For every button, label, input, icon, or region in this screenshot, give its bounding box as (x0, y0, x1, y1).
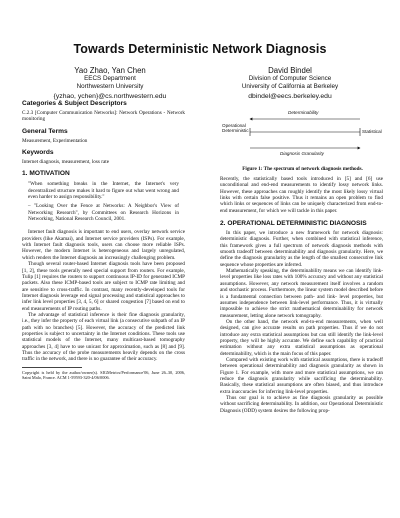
body-paragraph: On the other hand, the network end-to-end measurements, when well designed, can give accurate results on path properties. Thus if we do not introduce any extra statistical assumptions but can still identify the link-level property, they will be highly accurate. We define such capability of practical estimation without any extra statistical assumptions as operational determinability, which is the main focus of this paper. (220, 318, 383, 357)
epigraph-quote: "When something breaks in the Internet, the Internet's very decentralized structure makes it hard to figure out what went wrong and even harder to assign responsibility." (28, 181, 179, 201)
categories-text: C.2.3 [Computer Communication Networks]: Network Operations - Network monitoring (22, 110, 185, 123)
right-column (220, 176, 383, 414)
body-paragraph: Compared with existing work with statistical assumptions, there is tradeoff between operational determinability and diagnosis granularity as shown in Figure 1. For example, with more and more statistical assumptions, we can reduce the diagnosis granularity while sacrificing the determinability. Basically, these statistical assumptions are often biased, and thus introduce extra inaccuracies for inferring link-level properties. (220, 356, 383, 395)
footnote-rule (22, 367, 82, 368)
terms-text: Measurement, Experimentation (22, 137, 88, 144)
author-dept: EECS Department (84, 75, 136, 82)
author-block-2 (210, 66, 370, 101)
terms-heading: General Terms (22, 127, 68, 135)
deterministic-label: Deterministic (222, 128, 249, 133)
figure-caption: Figure 1: The spectrum of network diagnosis methods. (242, 166, 363, 172)
section-heading-motivation: 1. MOTIVATION (22, 170, 70, 178)
granularity-label: Diagnosis Granularity (280, 151, 324, 156)
operational-label: Operational (222, 123, 246, 128)
body-paragraph: Mathematically speaking, the determinability means we can identify link-level properties like loss rates with 100% accuracy and without any statistical assumptions. However, any network measurement itself involves a random and stochastic process. Furthermore, the linear system model described before is a fundamental connection between path- and link- level properties, but assumes independence between link-level performance. Thus, it is virtually impossible to achieve the strict mathematical determinability for network measurement, letting alone network tomography. (220, 268, 383, 319)
determinability-label: Determinability (288, 110, 319, 115)
epigraph-attribution: – "Looking Over the Fence at Networks: A Neighbor's View of Networking Research", by Committees on Research Horizons in Networking, National Research Council, 2001. (28, 203, 179, 223)
author-name: David Bindel (268, 66, 312, 75)
author-affiliation: University of California at Berkeley (241, 83, 339, 90)
categories-heading: Categories & Subject Descriptors (22, 100, 127, 107)
body-paragraph: In this paper, we introduce a new framework for network diagnosis: deterministic diagnosis. Further, when combined with statistical inference, this framework gives a full spectrum of network diagnosis methods with smooth tradeoff between determinability and diagnosis granularity. Here, we define the diagnosis granularity as the length of the smallest consecutive link sequence whose properties are inferred. (220, 230, 383, 268)
left-column (22, 100, 185, 380)
figure-1 (220, 108, 385, 160)
body-paragraph: Though several router-based Internet diagnosis tools have been proposed [1, 2], these tools generally need special support from routers. For example, Tulip [1] requires the routers to support continuous IP-ID for generated ICMP packets. Also these ICMP-based tools are subject to ICMP rate limiting and are sensitive to cross-traffic. In contrast, many recently-developed tools for Internet diagnosis leverage end signal processing and statistical approaches to infer link level properties [3, 4, 5, 6] or shared congestion [7] based on end to end measurements of IP routing paths. (22, 261, 185, 312)
keywords-text: Internet diagnosis, measurement, loss rate (22, 159, 110, 166)
body-paragraph: Recently, the statistically based tools introduced in [5] and [6] use unconditional and end-end measurements to identify lossy network links. However, these approaches can roughly identify the most likely lossy virtual links with certain false positive. Thus it remains an open problem to find which links or sequences of links can be uniquely characterized from end-to-end measurement, for which we will tackle in this paper. (220, 176, 383, 214)
body-paragraph: Internet fault diagnosis is important to end users, overlay network service providers (like Akamai), and Internet service providers (ISPs). For example, with Internet fault diagnosis tools, users can choose more reliable ISPs. However, the modern Internet is heterogeneous and largely unregulated, which renders the Internet diagnosis an increasingly challenging problem. (22, 229, 185, 261)
author-email: {yzhao, ychen}@cs.northwestern.edu (53, 93, 167, 100)
author-dept: Division of Computer Science (248, 75, 332, 82)
author-block-1 (40, 66, 180, 101)
copyright-footnote: Copyright is held by the author/owner(s). SIGMetrics/Performance'06, June 26–30, 2006, Saint Malo, France. ACM 1-59593-320-4/06/0006. (22, 369, 185, 380)
body-paragraph: The advantage of statistical inference is their fine diagnosis granularity, i.e., they infer the property of each virtual link (a consecutive subpath of an IP path with no branches) [5]. However, the accuracy of the predicted link properties is subject to uncertainty in the Internet conditions. These tools use statistical models of the Internet, many multicast-based tomography approaches [3, 4] have to use unicast for approximation, such as [8] and [9]. Thus the accuracy of the probe measurements heavily depends on the cross traffic in the network, and there is no guarantee of their accuracy. (22, 311, 185, 363)
paper-title: Towards Deterministic Network Diagnosis (73, 42, 327, 56)
author-email: dbindel@eecs.berkeley.edu (248, 93, 332, 100)
statistical-label: Statistical (362, 129, 382, 134)
section-heading-operational: 2. OPERATIONAL DETERMINISTIC DIAGNOSIS (220, 220, 367, 228)
author-affiliation: Northwestern University (76, 83, 144, 90)
body-paragraph: Thus our goal is to achieve as fine diagnosis granularity as possible without sacrificing determinability. In addition, our Operational Deterministic Diagnosis (ODD) system desires the following prop- (220, 395, 383, 414)
keywords-heading: Keywords (22, 149, 54, 157)
author-name: Yao Zhao, Yan Chen (74, 66, 146, 75)
